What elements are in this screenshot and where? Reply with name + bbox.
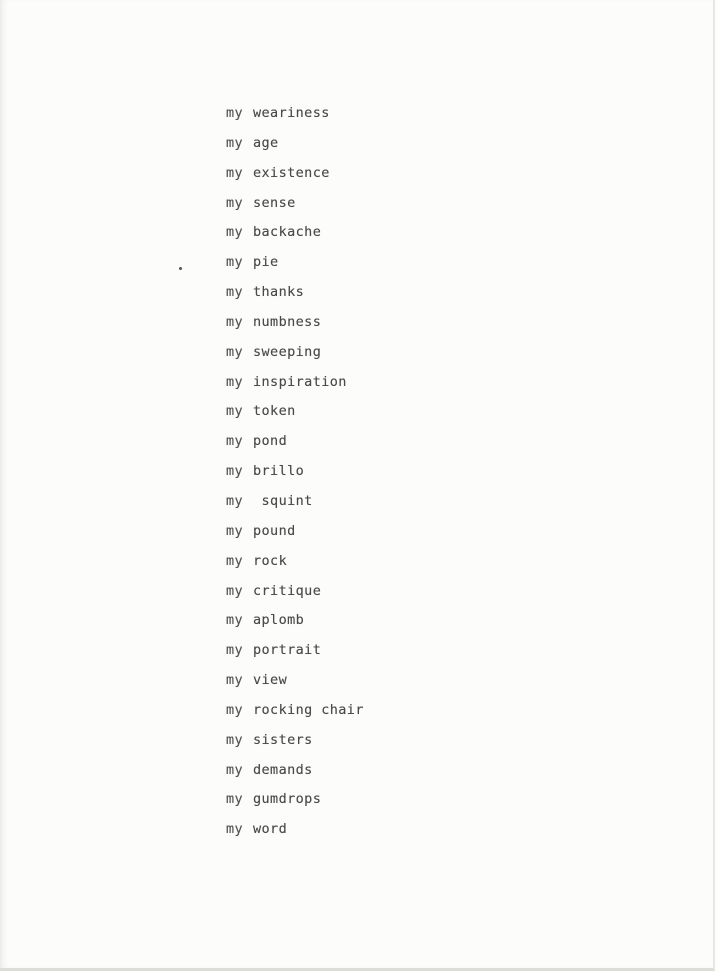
line-prefix: my (226, 433, 244, 450)
line-word: sisters (253, 731, 313, 748)
line-word: weariness (253, 105, 330, 121)
line-prefix: my (226, 701, 244, 718)
line-word: pie (253, 254, 279, 271)
poem-line (226, 103, 364, 133)
line-word: rock (253, 552, 288, 569)
line-prefix: my (226, 105, 244, 121)
poem-line (226, 342, 364, 372)
line-word: portrait (253, 642, 322, 659)
poem-line (226, 252, 364, 282)
line-prefix: my (226, 164, 244, 181)
line-word: age (253, 134, 279, 151)
poem-list (226, 103, 364, 849)
poem-line (226, 491, 364, 521)
line-word: critique (253, 582, 322, 599)
line-prefix: my (226, 821, 244, 838)
line-word: aplomb (253, 612, 305, 629)
line-prefix: my (226, 672, 244, 689)
line-word: word (253, 821, 288, 838)
poem-line (226, 610, 364, 640)
line-word: brillo (253, 463, 305, 480)
line-word: pond (253, 433, 288, 450)
poem-line (226, 581, 364, 611)
line-word: sweeping (253, 343, 322, 360)
line-prefix: my (226, 582, 244, 599)
poem-line (226, 163, 364, 193)
poem-line (226, 551, 364, 581)
line-word: thanks (253, 284, 305, 301)
line-prefix: my (226, 492, 244, 509)
line-prefix: my (226, 642, 244, 659)
line-prefix: my (226, 313, 244, 330)
poem-line (226, 521, 364, 551)
poem-line (226, 431, 364, 461)
poem-line (226, 372, 364, 402)
line-prefix: my (226, 194, 244, 211)
line-prefix: my (226, 254, 244, 271)
line-word: backache (253, 224, 322, 241)
poem-line (226, 760, 364, 790)
poem-line (226, 700, 364, 730)
poem-line (226, 222, 364, 252)
line-word: sense (253, 194, 296, 211)
ink-speck (179, 267, 182, 270)
line-prefix: my (226, 791, 244, 808)
line-word: pound (253, 522, 296, 539)
poem-line (226, 312, 364, 342)
line-word: inspiration (253, 373, 347, 390)
line-word: squint (253, 492, 313, 509)
line-prefix: my (226, 403, 244, 420)
poem-line (226, 133, 364, 163)
line-prefix: my (226, 224, 244, 241)
poem-line (226, 819, 364, 849)
line-word: token (253, 403, 296, 420)
line-prefix: my (226, 343, 244, 360)
line-prefix: my (226, 373, 244, 390)
line-prefix: my (226, 284, 244, 301)
line-word: demands (253, 761, 313, 778)
line-prefix: my (226, 463, 244, 480)
poem-line (226, 670, 364, 700)
poem-line (226, 730, 364, 760)
poem-line (226, 461, 364, 491)
poem-line (226, 640, 364, 670)
line-prefix: my (226, 134, 244, 151)
poem-line (226, 193, 364, 223)
poem-line (226, 282, 364, 312)
line-word: rocking chair (253, 701, 364, 718)
line-word: view (253, 672, 288, 689)
line-word: gumdrops (253, 791, 322, 808)
line-prefix: my (226, 522, 244, 539)
poem-line (226, 789, 364, 819)
line-prefix: my (226, 731, 244, 748)
line-prefix: my (226, 761, 244, 778)
line-word: existence (253, 164, 330, 181)
line-word: numbness (253, 313, 322, 330)
poem-line (226, 401, 364, 431)
line-prefix: my (226, 612, 244, 629)
line-prefix: my (226, 552, 244, 569)
